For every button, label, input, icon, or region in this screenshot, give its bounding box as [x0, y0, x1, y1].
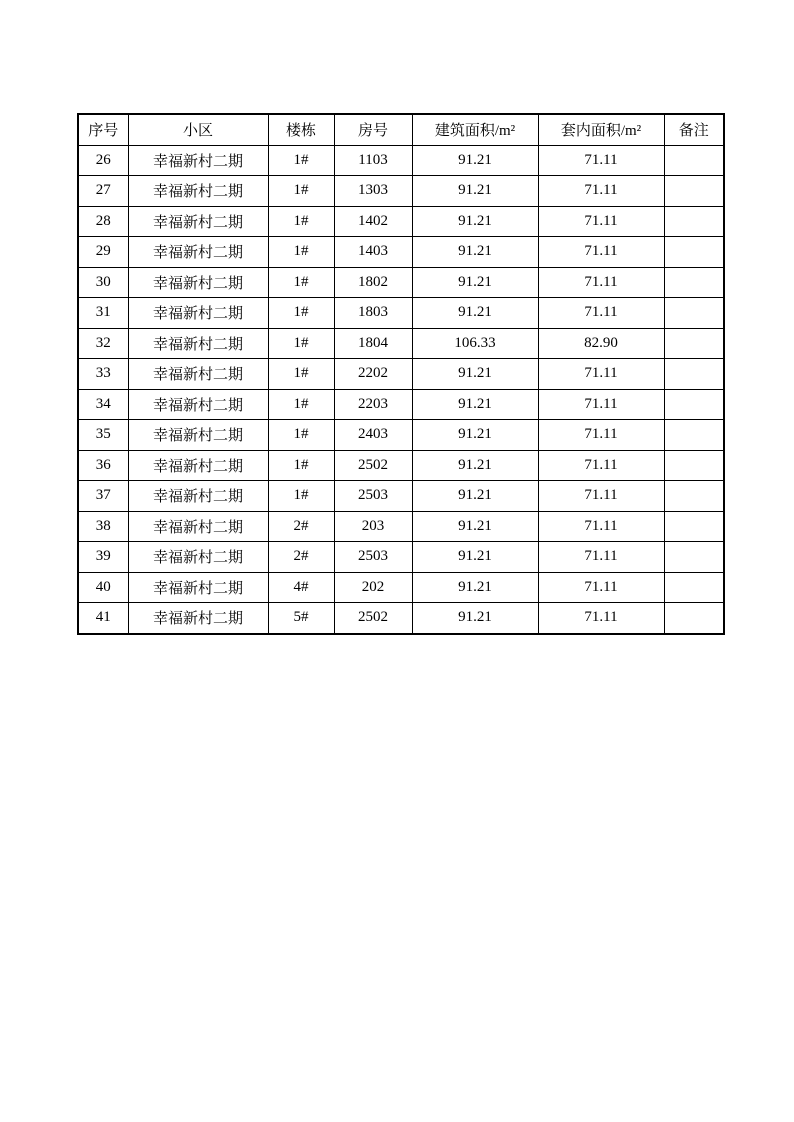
cell-iarea: 82.90	[538, 328, 664, 359]
cell-remark	[664, 359, 724, 390]
cell-remark	[664, 206, 724, 237]
cell-seq: 34	[78, 389, 128, 420]
header-cell-remark: 备注	[664, 114, 724, 145]
table-row	[78, 267, 724, 298]
table-row	[78, 359, 724, 390]
cell-barea: 91.21	[412, 267, 538, 298]
cell-iarea: 71.11	[538, 298, 664, 329]
table-row	[78, 420, 724, 451]
housing-area-table	[77, 113, 725, 635]
cell-iarea: 71.11	[538, 511, 664, 542]
table-row	[78, 511, 724, 542]
cell-room: 1802	[334, 267, 412, 298]
cell-iarea: 71.11	[538, 206, 664, 237]
cell-building: 1#	[268, 298, 334, 329]
cell-barea: 91.21	[412, 237, 538, 268]
cell-iarea: 71.11	[538, 237, 664, 268]
cell-building: 1#	[268, 176, 334, 207]
cell-building: 2#	[268, 542, 334, 573]
cell-community: 幸福新村二期	[128, 389, 268, 420]
cell-barea: 91.21	[412, 420, 538, 451]
cell-seq: 26	[78, 145, 128, 176]
cell-remark	[664, 481, 724, 512]
header-cell-room: 房号	[334, 114, 412, 145]
cell-building: 1#	[268, 206, 334, 237]
table-row	[78, 206, 724, 237]
cell-remark	[664, 237, 724, 268]
cell-community: 幸福新村二期	[128, 237, 268, 268]
table-body	[78, 145, 724, 634]
cell-iarea: 71.11	[538, 450, 664, 481]
cell-seq: 38	[78, 511, 128, 542]
cell-remark	[664, 298, 724, 329]
cell-barea: 91.21	[412, 176, 538, 207]
cell-room: 2502	[334, 450, 412, 481]
cell-building: 1#	[268, 328, 334, 359]
cell-community: 幸福新村二期	[128, 572, 268, 603]
cell-room: 1103	[334, 145, 412, 176]
cell-seq: 37	[78, 481, 128, 512]
cell-seq: 28	[78, 206, 128, 237]
cell-building: 1#	[268, 267, 334, 298]
cell-building: 1#	[268, 481, 334, 512]
table-row	[78, 450, 724, 481]
cell-barea: 91.21	[412, 298, 538, 329]
table-row	[78, 298, 724, 329]
cell-community: 幸福新村二期	[128, 542, 268, 573]
cell-building: 1#	[268, 389, 334, 420]
cell-room: 1804	[334, 328, 412, 359]
cell-room: 1402	[334, 206, 412, 237]
cell-seq: 32	[78, 328, 128, 359]
cell-barea: 91.21	[412, 359, 538, 390]
cell-seq: 35	[78, 420, 128, 451]
cell-room: 1803	[334, 298, 412, 329]
cell-building: 1#	[268, 450, 334, 481]
cell-building: 4#	[268, 572, 334, 603]
cell-iarea: 71.11	[538, 176, 664, 207]
table-row	[78, 328, 724, 359]
cell-remark	[664, 420, 724, 451]
cell-iarea: 71.11	[538, 145, 664, 176]
table-row	[78, 481, 724, 512]
table-row	[78, 145, 724, 176]
cell-barea: 106.33	[412, 328, 538, 359]
cell-remark	[664, 511, 724, 542]
cell-barea: 91.21	[412, 450, 538, 481]
header-cell-iarea: 套内面积/m²	[538, 114, 664, 145]
cell-building: 1#	[268, 359, 334, 390]
cell-room: 2502	[334, 603, 412, 634]
cell-community: 幸福新村二期	[128, 481, 268, 512]
cell-seq: 36	[78, 450, 128, 481]
cell-seq: 41	[78, 603, 128, 634]
cell-room: 1403	[334, 237, 412, 268]
cell-community: 幸福新村二期	[128, 511, 268, 542]
cell-building: 5#	[268, 603, 334, 634]
cell-seq: 31	[78, 298, 128, 329]
cell-barea: 91.21	[412, 603, 538, 634]
header-cell-seq: 序号	[78, 114, 128, 145]
cell-iarea: 71.11	[538, 542, 664, 573]
cell-room: 203	[334, 511, 412, 542]
cell-remark	[664, 145, 724, 176]
cell-iarea: 71.11	[538, 603, 664, 634]
cell-community: 幸福新村二期	[128, 298, 268, 329]
table-head	[78, 114, 724, 145]
cell-seq: 30	[78, 267, 128, 298]
cell-barea: 91.21	[412, 145, 538, 176]
cell-remark	[664, 328, 724, 359]
cell-room: 2403	[334, 420, 412, 451]
cell-remark	[664, 542, 724, 573]
table-row	[78, 389, 724, 420]
cell-iarea: 71.11	[538, 572, 664, 603]
cell-community: 幸福新村二期	[128, 267, 268, 298]
cell-community: 幸福新村二期	[128, 145, 268, 176]
cell-room: 2503	[334, 481, 412, 512]
cell-room: 202	[334, 572, 412, 603]
cell-barea: 91.21	[412, 511, 538, 542]
cell-community: 幸福新村二期	[128, 206, 268, 237]
table-row	[78, 237, 724, 268]
cell-remark	[664, 389, 724, 420]
cell-community: 幸福新村二期	[128, 176, 268, 207]
cell-building: 1#	[268, 420, 334, 451]
table-row	[78, 572, 724, 603]
cell-barea: 91.21	[412, 389, 538, 420]
cell-iarea: 71.11	[538, 481, 664, 512]
header-cell-building: 楼栋	[268, 114, 334, 145]
cell-room: 2503	[334, 542, 412, 573]
cell-building: 1#	[268, 237, 334, 268]
cell-barea: 91.21	[412, 542, 538, 573]
cell-barea: 91.21	[412, 572, 538, 603]
table-row	[78, 603, 724, 634]
cell-community: 幸福新村二期	[128, 603, 268, 634]
header-cell-barea: 建筑面积/m²	[412, 114, 538, 145]
cell-iarea: 71.11	[538, 420, 664, 451]
cell-iarea: 71.11	[538, 267, 664, 298]
table-header-row	[78, 114, 724, 145]
cell-building: 1#	[268, 145, 334, 176]
cell-seq: 39	[78, 542, 128, 573]
cell-remark	[664, 176, 724, 207]
cell-remark	[664, 572, 724, 603]
cell-room: 2203	[334, 389, 412, 420]
cell-remark	[664, 603, 724, 634]
header-cell-community: 小区	[128, 114, 268, 145]
cell-community: 幸福新村二期	[128, 420, 268, 451]
table-row	[78, 542, 724, 573]
cell-building: 2#	[268, 511, 334, 542]
cell-iarea: 71.11	[538, 389, 664, 420]
cell-seq: 40	[78, 572, 128, 603]
cell-room: 1303	[334, 176, 412, 207]
cell-remark	[664, 450, 724, 481]
cell-community: 幸福新村二期	[128, 359, 268, 390]
cell-seq: 33	[78, 359, 128, 390]
cell-community: 幸福新村二期	[128, 450, 268, 481]
table-row	[78, 176, 724, 207]
cell-barea: 91.21	[412, 481, 538, 512]
cell-barea: 91.21	[412, 206, 538, 237]
cell-community: 幸福新村二期	[128, 328, 268, 359]
cell-room: 2202	[334, 359, 412, 390]
cell-seq: 27	[78, 176, 128, 207]
cell-seq: 29	[78, 237, 128, 268]
cell-remark	[664, 267, 724, 298]
cell-iarea: 71.11	[538, 359, 664, 390]
